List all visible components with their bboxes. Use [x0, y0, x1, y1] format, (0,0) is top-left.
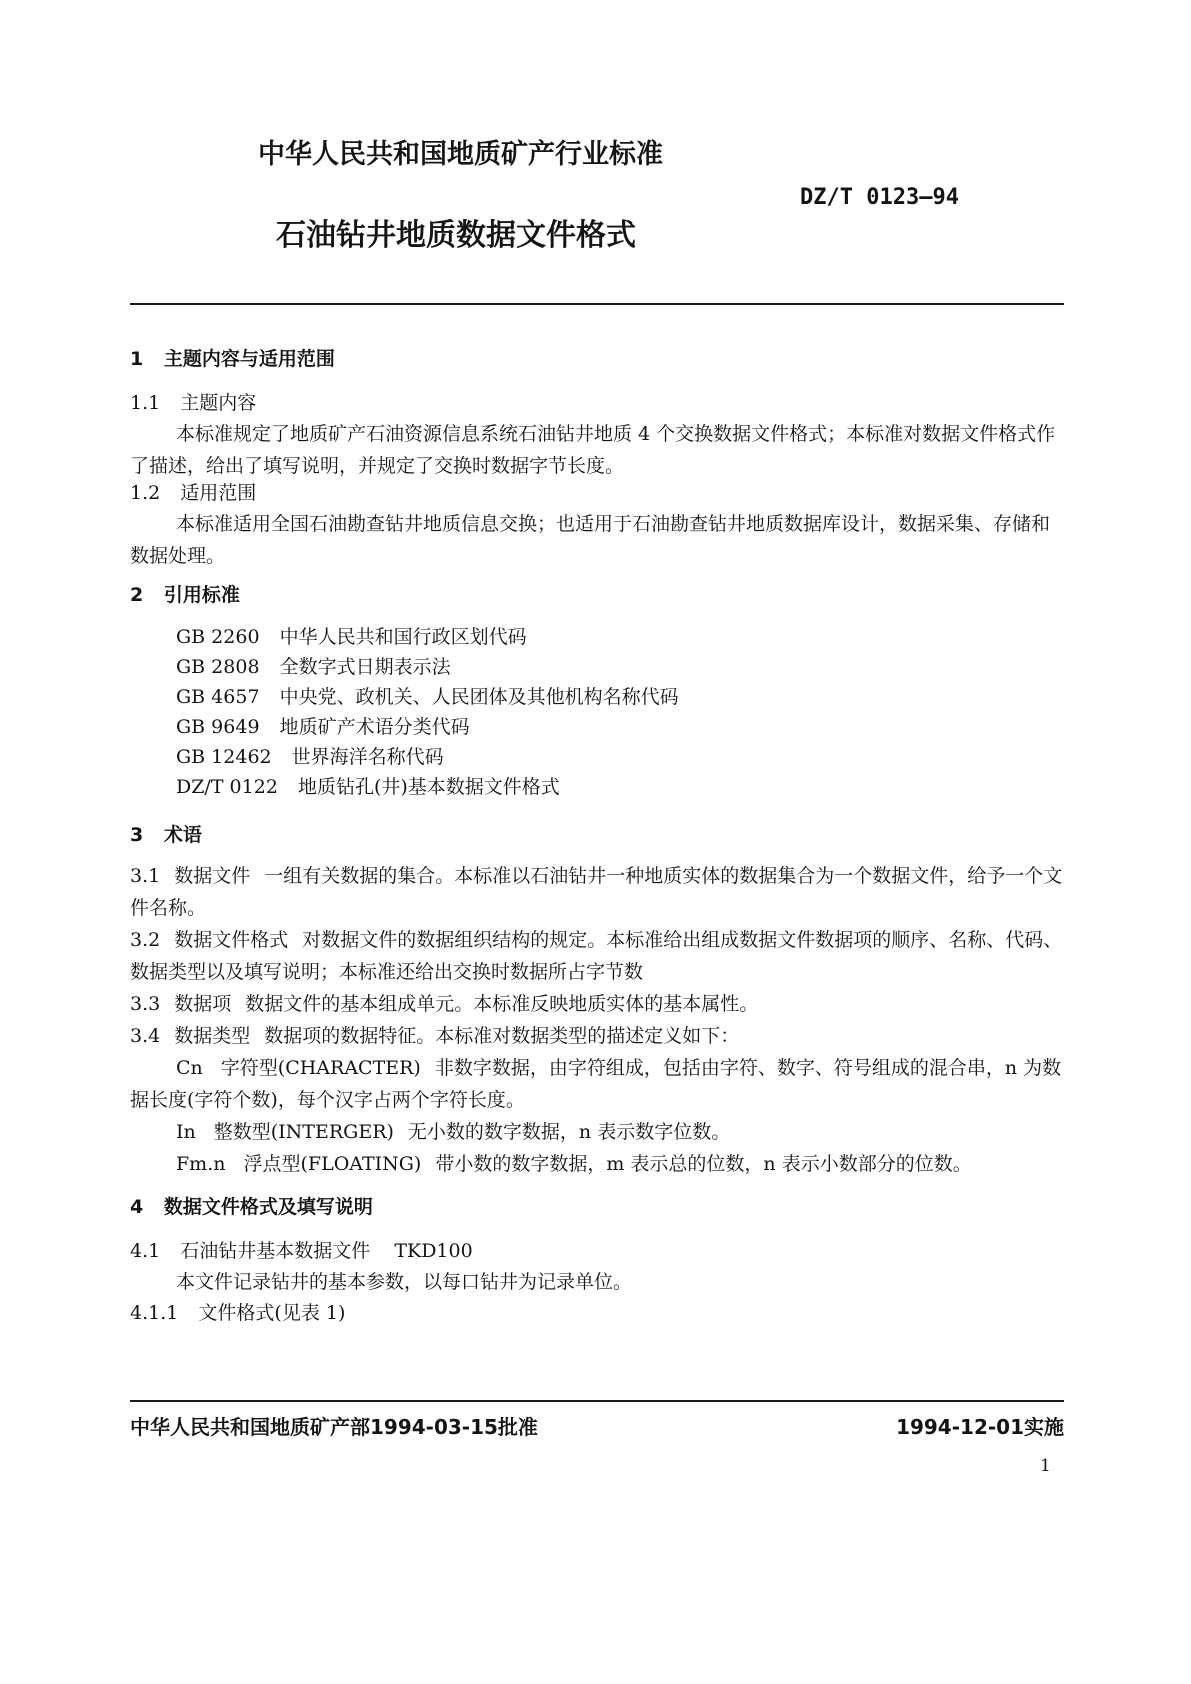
approval-line: 中华人民共和国地质矿产部1994-03-15批准 — [130, 1415, 538, 1439]
document-title: 石油钻井地质数据文件格式 — [276, 218, 636, 253]
section-1-1-text: 本标准规定了地质矿产石油资源信息系统石油钻井地质 4 个交换数据文件格式；本标准对数据文件格式作了描述，给出了填写说明，并规定了交换时数据字节长度。 — [130, 423, 1056, 477]
section-number: 1.2 — [130, 482, 161, 504]
section-title: 主题内容与适用范围 — [163, 348, 335, 370]
section-title: 数据文件格式及填写说明 — [163, 1196, 373, 1218]
section-1-2-heading — [130, 478, 256, 508]
reference-code: GB 9649 — [176, 716, 260, 738]
data-type-item — [130, 1116, 1064, 1148]
data-type-item — [130, 1148, 1064, 1180]
term-number: 3.4 — [130, 1025, 161, 1047]
section-title: 石油钻井基本数据文件 — [180, 1240, 371, 1262]
data-type-desc: 带小数的数字数据，m 表示总的位数，n 表示小数部分的位数。 — [435, 1153, 972, 1175]
section-number: 1 — [130, 348, 144, 370]
reference-code: GB 2260 — [176, 626, 260, 648]
term-name: 数据项 — [174, 993, 232, 1015]
issuer-title: 中华人民共和国地质矿产行业标准 — [258, 139, 663, 170]
reference-code: GB 4657 — [176, 686, 260, 708]
reference-name: 中央党、政机关、人民团体及其他机构名称代码 — [279, 686, 679, 708]
reference-code: GB 2808 — [176, 656, 260, 678]
term-number: 3.3 — [130, 993, 161, 1015]
data-type-code: Cn — [176, 1057, 203, 1079]
term-definition: 数据项的数据特征。本标准对数据类型的描述定义如下： — [264, 1025, 740, 1047]
section-title: 文件格式(见表 1) — [198, 1302, 346, 1324]
data-type-item — [130, 1052, 1064, 1116]
section-4-1-text: 本文件记录钻井的基本参数，以每口钻井为记录单位。 — [176, 1271, 633, 1293]
section-1-heading — [130, 344, 335, 374]
data-type-code: Fm.n — [176, 1153, 226, 1175]
reference-name: 地质钻孔(井)基本数据文件格式 — [297, 776, 560, 798]
header-rule — [130, 303, 1064, 305]
file-code: TKD100 — [394, 1240, 473, 1262]
section-title: 主题内容 — [180, 392, 257, 414]
section-number: 1.1 — [130, 392, 161, 414]
reference-name: 世界海洋名称代码 — [291, 746, 444, 768]
data-type-name: 整数型(INTERGER) — [213, 1121, 394, 1143]
section-title: 适用范围 — [180, 482, 257, 504]
data-type-code: In — [176, 1121, 196, 1143]
standard-number: DZ/T 0123—94 — [800, 185, 959, 210]
section-number: 4.1 — [130, 1240, 161, 1262]
section-number: 3 — [130, 824, 144, 846]
section-4-1-1-heading — [130, 1298, 345, 1328]
term-3-3 — [130, 988, 1064, 1020]
reference-item — [176, 652, 451, 682]
section-number: 4.1.1 — [130, 1302, 179, 1324]
term-definition: 对数据文件的数据组织结构的规定。本标准给出组成数据文件数据项的顺序、名称、代码、数据类型以及填写说明；本标准还给出交换时数据所占字节数 — [130, 929, 1063, 983]
reference-name: 中华人民共和国行政区划代码 — [279, 626, 527, 648]
section-4-1-heading — [130, 1236, 473, 1266]
section-number: 4 — [130, 1196, 144, 1218]
section-4-heading — [130, 1192, 373, 1222]
page-number: 1 — [1040, 1456, 1051, 1476]
data-type-name: 字符型(CHARACTER) — [220, 1057, 421, 1079]
data-type-name: 浮点型(FLOATING) — [243, 1153, 422, 1175]
data-type-desc: 无小数的数字数据，n 表示数字位数。 — [407, 1121, 731, 1143]
reference-item — [176, 682, 679, 712]
effective-date: 1994-12-01实施 — [896, 1415, 1064, 1439]
reference-code: DZ/T 0122 — [176, 776, 278, 798]
section-title: 引用标准 — [163, 584, 240, 606]
section-2-heading — [130, 580, 240, 610]
reference-name: 地质矿产术语分类代码 — [279, 716, 470, 738]
section-number: 2 — [130, 584, 144, 606]
data-type-desc: 非数字数据，由字符组成，包括由字符、数字、符号组成的混合串，n 为数据长度(字符个数)，每个汉字占两个字符长度。 — [130, 1057, 1062, 1111]
footer-rule — [130, 1400, 1064, 1402]
term-3-4 — [130, 1020, 1064, 1052]
term-number: 3.1 — [130, 865, 161, 887]
reference-item — [176, 772, 560, 802]
term-name: 数据文件 — [174, 865, 251, 887]
reference-item — [176, 622, 527, 652]
section-1-2-text: 本标准适用全国石油勘查钻井地质信息交换；也适用于石油勘查钻井地质数据库设计，数据采集、存储和数据处理。 — [130, 513, 1051, 567]
term-3-2 — [130, 924, 1064, 988]
section-title: 术语 — [163, 824, 202, 846]
reference-item — [176, 712, 470, 742]
term-definition: 数据文件的基本组成单元。本标准反映地质实体的基本属性。 — [245, 993, 759, 1015]
term-number: 3.2 — [130, 929, 161, 951]
term-name: 数据文件格式 — [174, 929, 289, 951]
reference-name: 全数字式日期表示法 — [279, 656, 451, 678]
term-3-1 — [130, 860, 1064, 924]
term-name: 数据类型 — [174, 1025, 251, 1047]
reference-item — [176, 742, 444, 772]
section-3-heading — [130, 820, 202, 850]
term-definition: 一组有关数据的集合。本标准以石油钻井一种地质实体的数据集合为一个数据文件，给予一个文件名称。 — [130, 865, 1063, 919]
section-1-1-heading — [130, 388, 256, 418]
reference-code: GB 12462 — [176, 746, 272, 768]
